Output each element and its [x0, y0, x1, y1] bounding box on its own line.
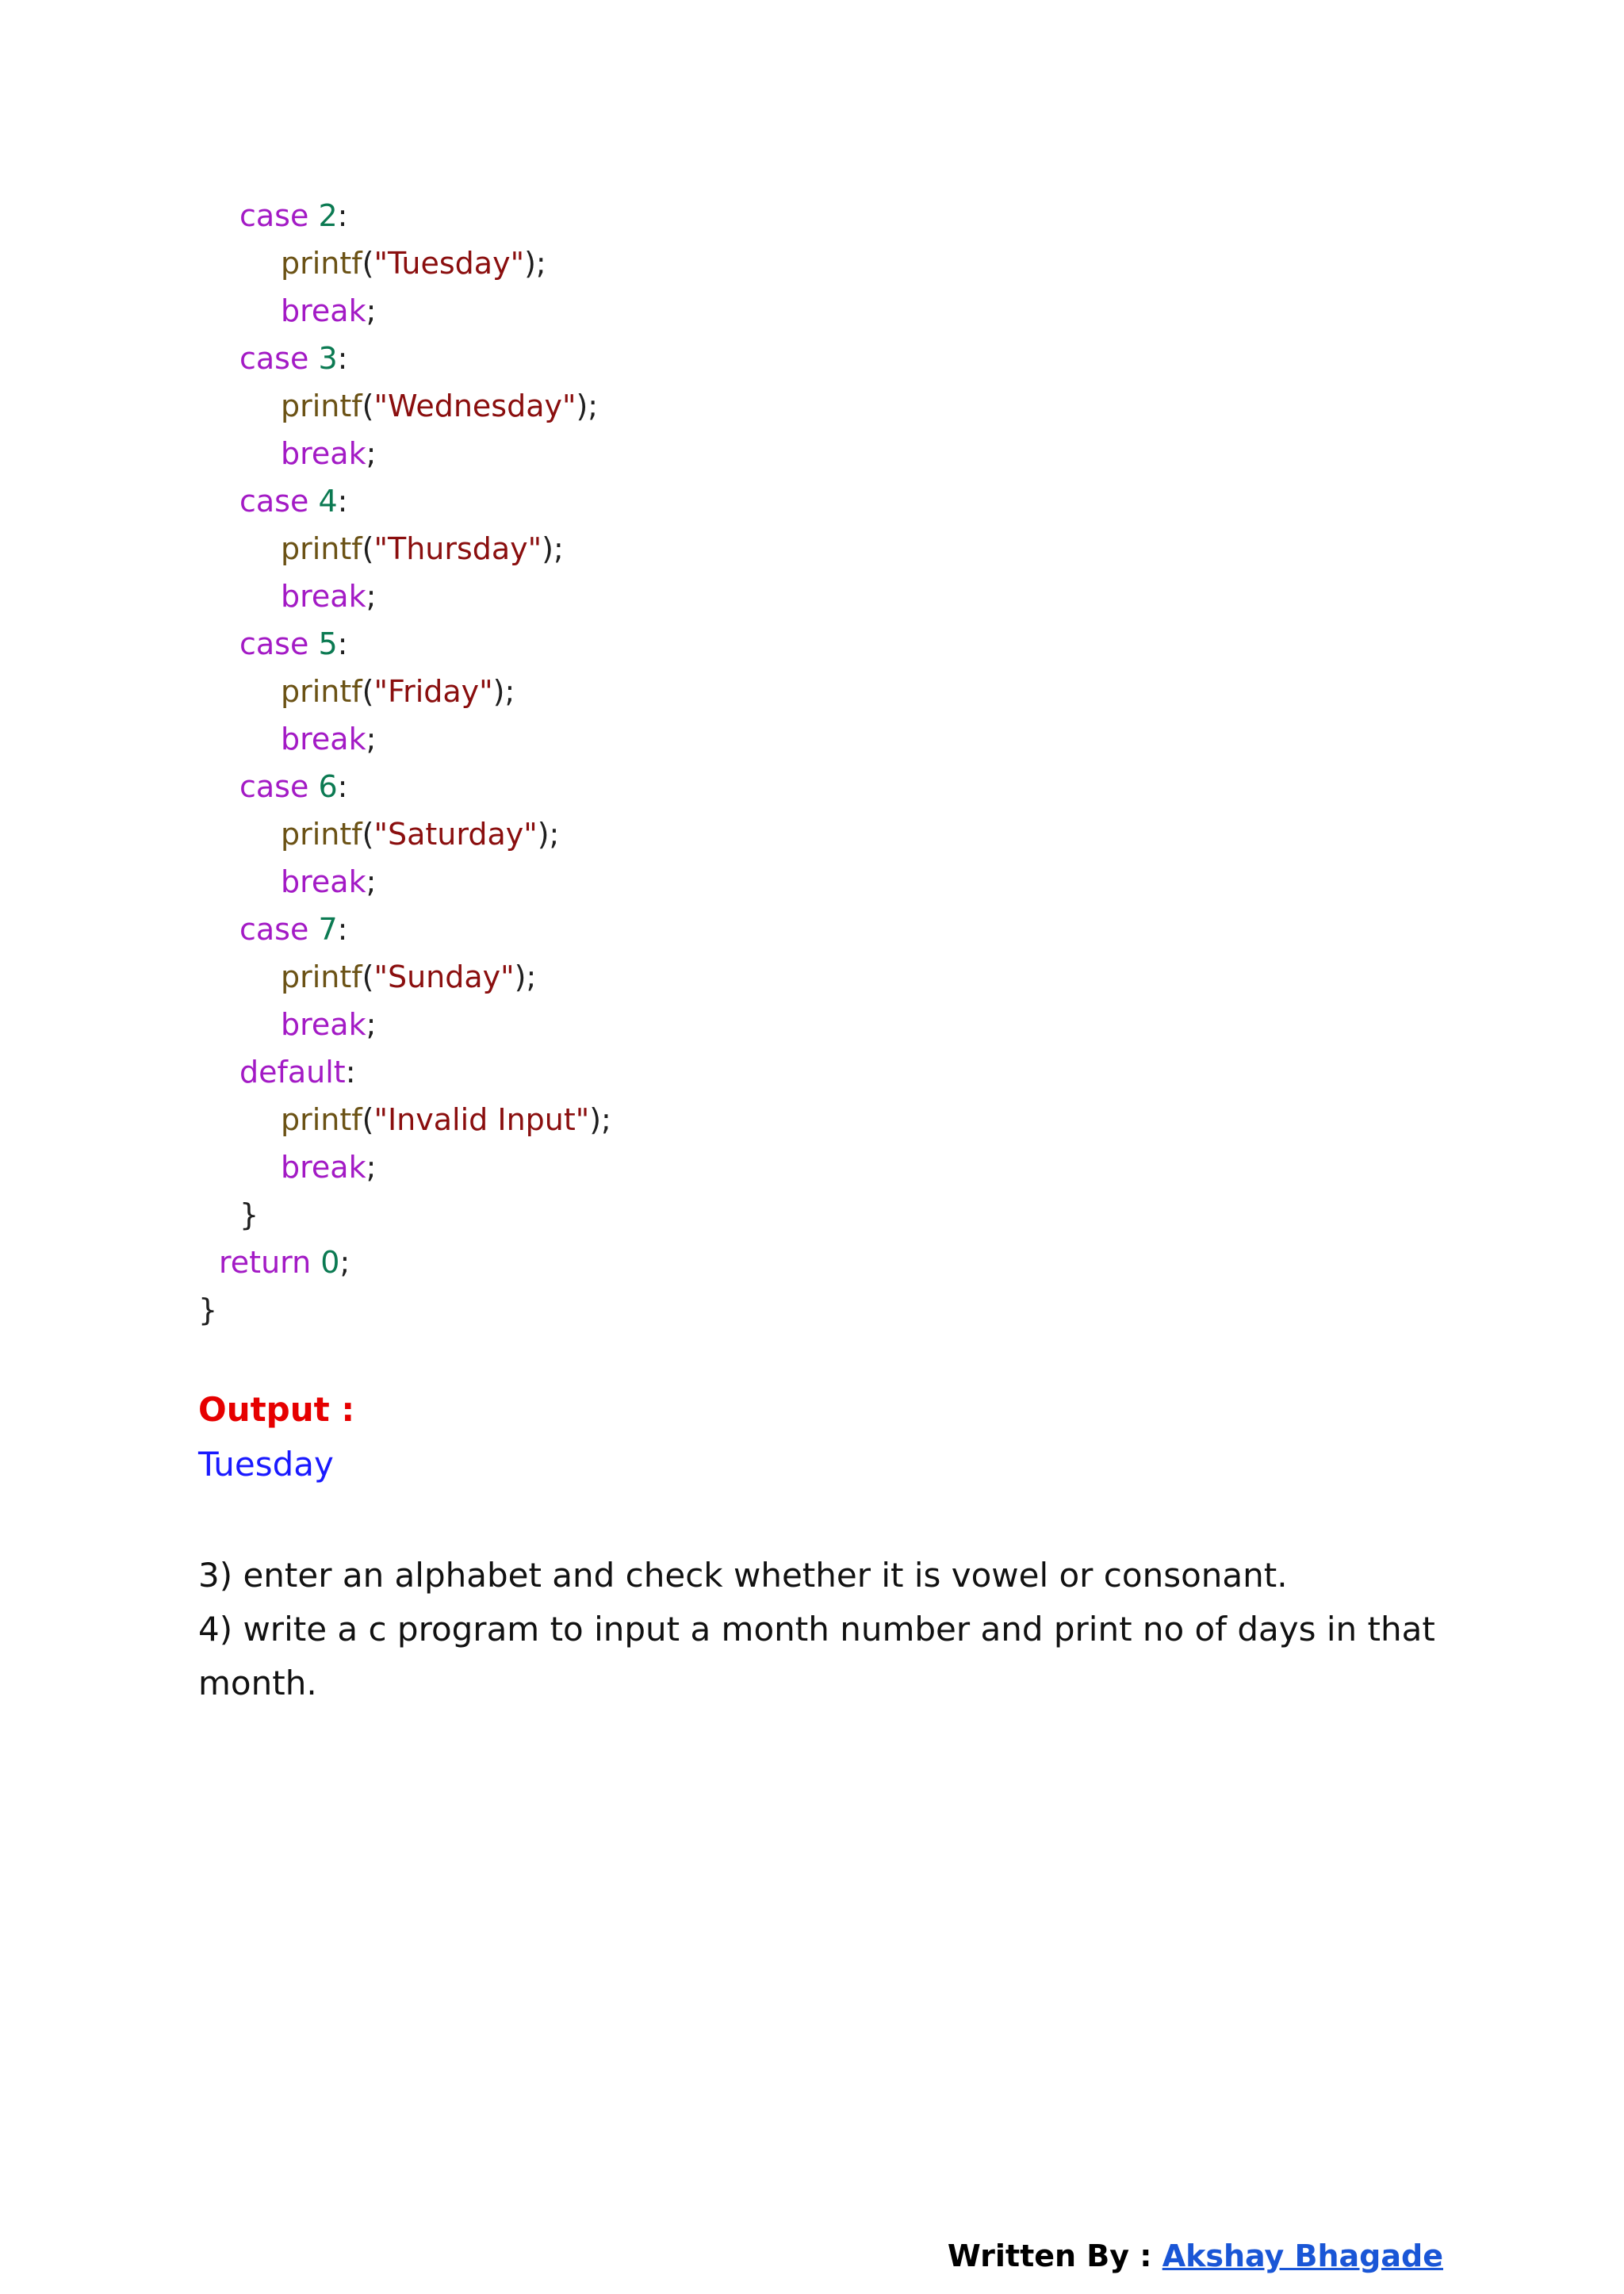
code-token: ( — [362, 817, 374, 852]
code-token: case — [239, 912, 319, 947]
code-token: printf — [281, 817, 362, 852]
code-token: break — [281, 1007, 366, 1042]
code-token: ; — [366, 293, 377, 328]
code-token: ( — [362, 531, 374, 566]
code-token: ); — [589, 1102, 611, 1137]
code-line — [198, 382, 611, 430]
code-token: default — [239, 1055, 346, 1090]
code-token: : — [337, 198, 348, 233]
code-line — [198, 573, 611, 620]
code-line — [198, 715, 611, 763]
code-line — [198, 763, 611, 810]
code-token: printf — [281, 389, 362, 423]
code-line — [198, 1239, 611, 1286]
code-line — [198, 1096, 611, 1143]
code-line — [198, 192, 611, 239]
code-token: ; — [366, 1007, 377, 1042]
code-line — [198, 239, 611, 287]
code-token: break — [281, 293, 366, 328]
code-line — [198, 525, 611, 573]
code-line — [198, 858, 611, 906]
code-token: printf — [281, 674, 362, 709]
code-token: ); — [524, 246, 546, 281]
code-line — [198, 430, 611, 477]
code-token: ( — [362, 959, 374, 994]
code-token: 0 — [320, 1245, 340, 1280]
code-token: "Invalid Input" — [373, 1102, 590, 1137]
footer-label: Written By : — [947, 2238, 1162, 2273]
code-token: ); — [537, 817, 560, 852]
code-token: ); — [514, 959, 537, 994]
code-line — [198, 1191, 611, 1239]
footer-credit — [948, 2236, 1443, 2276]
code-token: break — [281, 1150, 366, 1185]
code-token: break — [281, 579, 366, 614]
code-token: ; — [339, 1245, 350, 1280]
code-token: } — [239, 1197, 259, 1232]
author-link[interactable]: Akshay Bhagade — [1162, 2238, 1443, 2273]
code-line — [198, 287, 611, 335]
code-token: case — [239, 769, 319, 804]
question-list — [198, 1549, 1443, 1710]
code-line — [198, 1048, 611, 1096]
code-token: ( — [362, 389, 374, 423]
code-token: ); — [542, 531, 564, 566]
code-line — [198, 1286, 611, 1334]
code-token: ; — [366, 864, 377, 899]
code-token: : — [337, 484, 348, 519]
code-token: break — [281, 436, 366, 471]
code-line — [198, 1143, 611, 1191]
code-token: : — [337, 912, 348, 947]
code-token: "Wednesday" — [373, 389, 576, 423]
code-line — [198, 668, 611, 715]
code-line — [198, 477, 611, 525]
code-line — [198, 906, 611, 953]
code-line — [198, 1001, 611, 1048]
code-token: 2 — [318, 198, 338, 233]
code-token: "Saturday" — [373, 817, 538, 852]
code-token: case — [239, 484, 319, 519]
code-token: "Sunday" — [373, 959, 515, 994]
code-line — [198, 953, 611, 1001]
code-token: 5 — [318, 626, 338, 661]
code-token: 3 — [318, 341, 338, 376]
code-token: break — [281, 864, 366, 899]
code-token: printf — [281, 959, 362, 994]
question-item: 4) write a c program to input a month number and print no of days in that month. — [198, 1610, 1435, 1702]
code-token: ( — [362, 1102, 374, 1137]
code-token: : — [337, 769, 348, 804]
code-token: ; — [366, 722, 377, 756]
code-token: printf — [281, 531, 362, 566]
code-token: : — [337, 341, 348, 376]
code-token: printf — [281, 1102, 362, 1137]
code-token: : — [337, 626, 348, 661]
code-token: 6 — [318, 769, 338, 804]
question-item: 3) enter an alphabet and check whether it is vowel or consonant. — [198, 1556, 1288, 1595]
code-token: "Friday" — [373, 674, 493, 709]
code-line — [198, 810, 611, 858]
output-value: Tuesday — [198, 1445, 334, 1484]
code-token: case — [239, 626, 319, 661]
code-token: ); — [576, 389, 599, 423]
code-block — [198, 192, 611, 1334]
code-token: ); — [492, 674, 515, 709]
code-token: return — [219, 1245, 321, 1280]
code-token: } — [198, 1293, 218, 1327]
code-token: : — [345, 1055, 356, 1090]
code-token: ; — [366, 436, 377, 471]
code-token: case — [239, 341, 319, 376]
code-token: ( — [362, 246, 374, 281]
code-line — [198, 335, 611, 382]
code-line — [198, 620, 611, 668]
code-token: ; — [366, 1150, 377, 1185]
code-token: 4 — [318, 484, 338, 519]
code-token: printf — [281, 246, 362, 281]
code-token: case — [239, 198, 319, 233]
code-token: break — [281, 722, 366, 756]
code-token: ; — [366, 579, 377, 614]
code-token: ( — [362, 674, 374, 709]
code-token: 7 — [318, 912, 338, 947]
code-token: "Thursday" — [373, 531, 542, 566]
code-token: "Tuesday" — [373, 246, 525, 281]
output-heading: Output : — [198, 1390, 355, 1429]
